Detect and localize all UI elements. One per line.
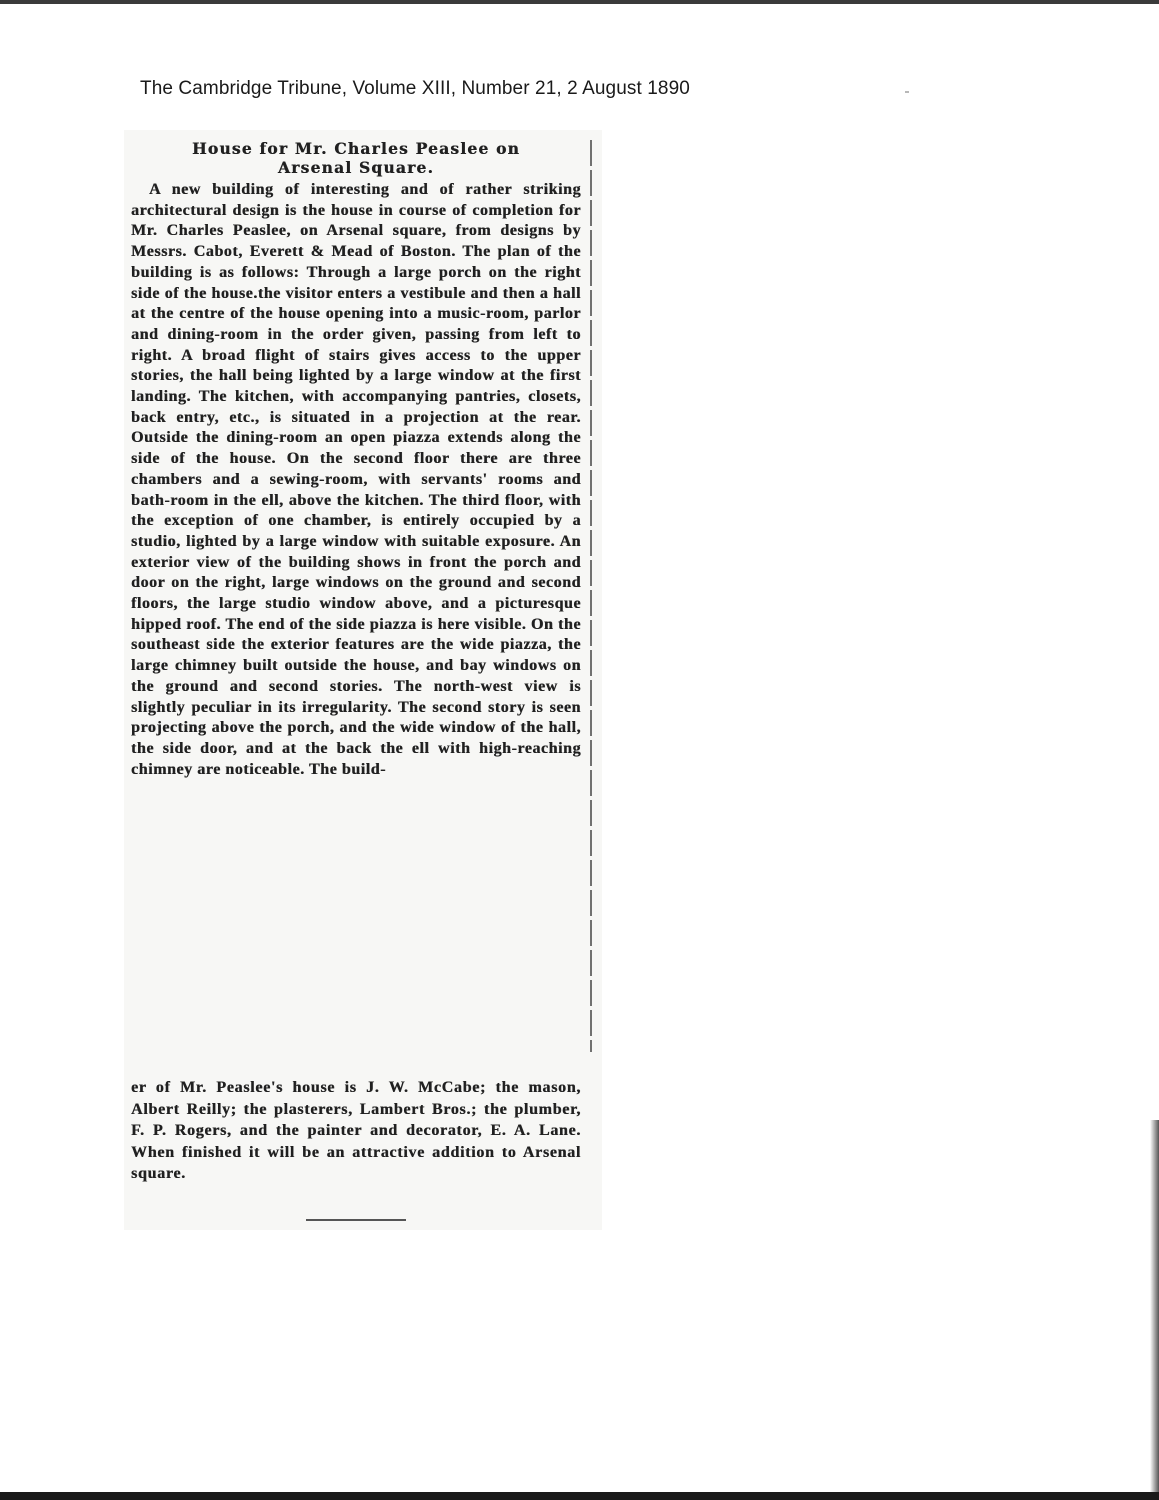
bottom-scan-border	[0, 1492, 1159, 1500]
article-headline	[131, 139, 581, 177]
column-rule	[590, 140, 592, 1052]
right-scan-edge	[1150, 1120, 1159, 1500]
article-end-rule	[306, 1219, 406, 1221]
top-scan-border	[0, 0, 1159, 4]
page-caption: The Cambridge Tribune, Volume XIII, Number 21, 2 August 1890	[140, 78, 690, 99]
headline-line-2: Arsenal Square.	[277, 158, 435, 177]
headline-line-1: House for Mr. Charles Peaslee on	[191, 139, 521, 158]
article-continuation: er of Mr. Peaslee's house is J. W. McCabe; the mason, Albert Reilly; the plasterers, Lambert Bros.; the plumber, F. P. Rogers, and the painter and decorator, E. A. Lane. When finished it will be an attractive addition to Arsenal square.	[131, 1079, 581, 1182]
scan-speck	[905, 91, 909, 93]
article-body: A new building of interesting and of rather striking architectural design is the house in course of completion for Mr. Charles Peaslee, on Arsenal square, from designs by Messrs. Cabot, Everett & Mead of Boston. The plan of the building is as follows: Through a large porch on the right side of the house.the visitor enters a vestibule and then a hall at the centre of the house opening into a music-room, parlor and dining-room in the order given, passing from left to right. A broad flight of stairs gives access to the upper stories, the hall being lighted by a large window at the first landing. The kitchen, with accompanying pantries, closets, back entry, etc., is situated in a projection at the rear. Outside the dining-room an open piazza extends along the side of the house. On the second floor there are three chambers and a sewing-room, with servants' rooms and bath-room in the ell, above the kitchen. The third floor, with the exception of one chamber, is entirely occupied by a studio, lighted by a large window with suitable exposure. An exterior view of the building shows in front the porch and door on the right, large windows on the ground and second floors, the large studio window above, and a picturesque hipped roof. The end of the side piazza is here visible. On the southeast side the exterior features are the wide piazza, the large chimney built outside the house, and bay windows on the ground and second stories. The north-west view is slightly peculiar in its irregularity. The second story is seen projecting above the porch, and the wide window of the hall, the side door, and at the back the ell with high-reaching chimney are noticeable. The build-	[131, 181, 581, 778]
article-column	[131, 139, 581, 780]
